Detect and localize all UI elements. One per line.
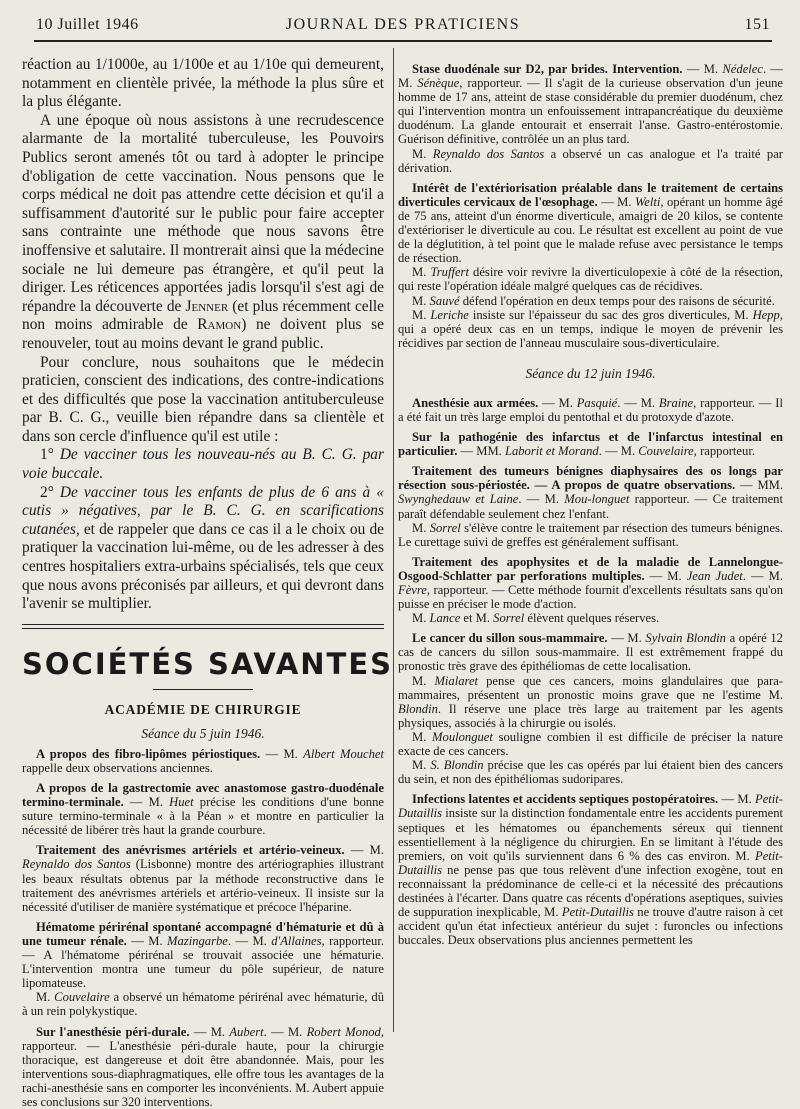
author-name: Petit-Dutaillis <box>398 792 783 820</box>
entry-title: Intérêt de l'extériorisation préalable dans le traitement de certains diverticules cervicaux de l'œsophage. <box>398 181 783 209</box>
entry-text: — M. <box>718 792 755 806</box>
session-entry <box>22 990 384 1018</box>
author-name: Petit-Dutaillis <box>398 849 783 877</box>
author-name: Blondin <box>398 702 438 716</box>
entry-text: , rapporteur. — Il a été fait un très large emploi du pentothal et du protoxyde d'azote. <box>398 396 783 424</box>
paragraph-text: ) ne doivent plus se renouveler, tout au moins devant le grand public. <box>22 316 384 352</box>
entry-text: — MM. <box>457 444 505 458</box>
page-number: 151 <box>745 16 771 34</box>
author-name: Couvelaire <box>638 444 694 458</box>
entry-text: — M. <box>127 934 167 948</box>
section-rule <box>22 624 384 629</box>
session-entry <box>22 747 384 775</box>
entry-text: M. <box>412 730 432 744</box>
paragraph-text: A une époque où nous assistons à une recrudescence alarmante de la mortalité tuberculeuse, les Pouvoirs Publics seront amenés tôt ou tard à adopter le principe d'obligation de cette vaccination. Nous pensons que le corps médical ne doit pas attendre cette décision et qu'il a suffisamment d'autorité sur le public pour faire accepter sans contrainte une méthode que nous savons être inoffensive et salutaire. Il montrerait ainsi que la médecine sociale ne lui demeure pas étrangère, et qu'il peut la diriger. Les réticences apportées jadis lorsqu'il s'est agi de répandre la découverte de <box>22 112 384 315</box>
author-name: Petit-Dutaillis <box>562 905 634 919</box>
right-column <box>398 62 783 947</box>
entry-text: — M. <box>538 396 576 410</box>
author-name: Pasquié <box>577 396 618 410</box>
entry-text: . — M. <box>264 1025 307 1039</box>
entry-text: rappelle deux observations anciennes. <box>22 761 213 775</box>
entry-text: , qui a opéré deux cas en un temps, indique le moyen de prévenir les récidives par section de l'anneau musculaire sous-diverticulaire. <box>398 308 783 350</box>
entry-text: , opérant un homme âgé de 75 ans, atteint d'un énorme diverticule, amaigri de 20 kilos, se contente d'extérioriser le diverticule au cou. Le résultat est excellent au point de vue de la déglutition, à tel point que le malade refuse avec persistance le temps de résection. <box>398 195 783 265</box>
entry-text: . — M. <box>398 62 783 90</box>
entry-text: M. <box>36 990 54 1004</box>
session-date: Séance du 5 juin 1946. <box>22 726 384 742</box>
entry-text: . — M. <box>743 569 783 583</box>
author-name: Swynghedauw et Laine <box>398 492 518 506</box>
entry-text: a opéré 12 cas de cancers du sillon sous-mammaire. Il est extrêmement frappé du pronostic très grave des épithéliomas de cette localisation. <box>398 631 783 673</box>
author-name: Reynaldo dos Santos <box>22 857 131 871</box>
session-entry <box>398 294 783 308</box>
entry-text: M. <box>412 308 430 322</box>
entry-title: Stase duodénale sur D2, par brides. Intervention. <box>412 62 683 76</box>
entry-title: Infections latentes et accidents septiques postopératoires. <box>412 792 718 806</box>
entry-text: pense que ces cancers, moins glandulaires que para-mammaires, présentent un pronostic moins grave que ne l'estime M. <box>398 674 783 702</box>
session-entry <box>398 758 783 786</box>
author-name: Truffert <box>430 265 469 279</box>
entry-text: M. <box>412 611 430 625</box>
paragraph: Pour conclure, nous souhaitons que le médecin praticien, conscient des indications, des contre-indications et des difficultés que pose la vaccination antituberculeuse par B. C. G., veuille bien répandre dans sa clientèle et dans son cercle d'influence qu'il est utile : <box>22 354 384 447</box>
author-name: Sauvé <box>430 294 460 308</box>
author-name: Couvelaire <box>54 990 110 1004</box>
author-name: Mou-longuet <box>564 492 629 506</box>
session-entry <box>398 147 783 175</box>
author-name: Laborit et Morand <box>505 444 599 458</box>
author-name: Welti <box>635 195 660 209</box>
session-entry <box>398 308 783 350</box>
session-entry <box>22 920 384 990</box>
session-entry <box>398 265 783 293</box>
name-ramon: Ramon <box>197 316 241 333</box>
entry-text: s'élève contre le traitement par résection des tumeurs bénignes. Le curettage suivi de greffes est généralement suffisant. <box>398 521 783 549</box>
entry-text: M. <box>412 265 430 279</box>
entry-title: A propos des fibro-lipômes périostiques. <box>36 747 260 761</box>
list-text: De vacciner tous les enfants de plus de 6 ans à « cutis » négatives, par le B. C. G. en scarifications cutanées, <box>22 484 384 538</box>
entry-text: M. <box>412 147 433 161</box>
entry-text: rapporteur. — Ce traitement paraît défendable seulement chez l'enfant. <box>398 492 783 520</box>
session-entry <box>398 555 783 611</box>
entry-text: défend l'opération en deux temps pour des raisons de sécurité. <box>460 294 775 308</box>
entry-text: — M. <box>683 62 723 76</box>
entry-title: Le cancer du sillon sous-mammaire. <box>412 631 608 645</box>
author-name: d'Allaines <box>271 934 321 948</box>
paragraph-text: (et plus récemment celle non moins admirable de <box>22 298 384 334</box>
entry-text: insiste sur l'épaisseur du sac des gros diverticules, M. <box>469 308 753 322</box>
author-name: S. Blondin <box>430 758 483 772</box>
session-entry <box>22 1025 384 1109</box>
list-item <box>22 446 384 483</box>
entry-title: Traitement des anévrismes artériels et artério-veineux. <box>36 843 345 857</box>
entry-text: a observé un cas analogue et l'a traité par dérivation. <box>398 147 783 175</box>
entry-text: M. <box>412 758 430 772</box>
entry-text: — M. <box>645 569 687 583</box>
list-text: et de rappeler que dans ce cas il a le choix ou de pratiquer la vaccination lui-même, ou de les adresser à des centres hospitaliers extra-urbains spécialisés, tels que ceux que nous avons préconisés par ailleurs, et qui devront dans l'avenir se multiplier. <box>22 521 384 612</box>
entry-title: A propos de la gastrectomie avec anastomose gastro-duodénale termino-terminale. <box>22 781 384 809</box>
author-name: Moulonguet <box>432 730 493 744</box>
entry-text: — M. <box>608 631 646 645</box>
entry-title: Anesthésie aux armées. <box>412 396 538 410</box>
session-entry <box>398 430 783 458</box>
entry-text: — M. <box>260 747 303 761</box>
entry-text: souligne combien il est difficile de préciser la nature exacte de ces cancers. <box>398 730 783 758</box>
author-name: Hepp <box>753 308 780 322</box>
entry-text: . Il réserve une place très large au traitement par les agents physiques, associés à la chirurgie ou isolés. <box>398 702 783 730</box>
entry-text: insiste sur la distinction fondamentale entre les accidents purement septiques et les hématomes ou épanchements séreux qui tiennent essentiellement à la négligence du chirurgien. En se limitant à l'étude des premiers, on voit qu'ils surviennent dans 6 % des cas environ. M. <box>398 806 783 862</box>
list-number: 1° <box>40 446 60 463</box>
journal-title: JOURNAL DES PRATICIENS <box>36 16 770 34</box>
session-entry <box>398 62 783 147</box>
entry-text: ne pense pas que tous relèvent d'une infection exogène, tout en reconnaissant la prédominance de celle-ci et la nécessité des précautions destinées à l'écarter. Dans quatre cas récents d'opérations aseptiques, suivies de suppuration inexplicable, M. <box>398 863 783 919</box>
entry-title: Hématome périrénal spontané accompagné d'hématurie et dû à une tumeur rénale. <box>22 920 384 948</box>
list-number: 2° <box>40 484 60 501</box>
entry-text: a observé un hématome périrénal avec hématurie, dû à un rein polykystique. <box>22 990 384 1018</box>
author-name: Albert Mouchet <box>303 747 384 761</box>
author-name: Fèvre <box>398 583 427 597</box>
entry-text: M. <box>412 674 434 688</box>
entry-title: Sur la pathogénie des infarctus et de l'infarctus intestinal en particulier. <box>398 430 783 458</box>
author-name: Sénèque <box>417 76 459 90</box>
list-item <box>22 484 384 614</box>
title-rule <box>153 689 253 690</box>
column-divider <box>393 48 394 1032</box>
entry-text: ne trouve d'autre raison à cet accident qu'un état infectieux antérieur du sujet : furoncles ou infections buccales. Deux observations plus anciennes permettent les <box>398 905 783 947</box>
session-entry <box>398 730 783 758</box>
entry-text: M. <box>412 521 430 535</box>
entry-text: — M. <box>598 195 635 209</box>
session-entry <box>398 396 783 424</box>
session-entry <box>398 464 783 520</box>
author-name: Huet <box>169 795 193 809</box>
entry-text: , rapporteur. <box>694 444 755 458</box>
session-entry <box>398 521 783 549</box>
entry-title: Sur l'anesthésie péri-durale. <box>36 1025 190 1039</box>
session-date: Séance du 12 juin 1946. <box>398 366 783 382</box>
header-rule <box>34 40 772 42</box>
entry-text: — M. <box>190 1025 230 1039</box>
author-name: Mazingarbe <box>167 934 228 948</box>
author-name: Robert Monod <box>307 1025 381 1039</box>
session-entry <box>398 631 783 673</box>
list-text: De vacciner tous les nouveau-nés au B. C. G. par voie buccale. <box>22 446 384 482</box>
session-entry <box>398 674 783 730</box>
entry-title: Traitement des apophysites et de la maladie de Lannelongue-Osgood-Schlatter par perforations multiples. <box>398 555 783 583</box>
entry-text: M. <box>412 294 430 308</box>
author-name: Sylvain Blondin <box>645 631 726 645</box>
paragraph: réaction au 1/1000e, au 1/100e et au 1/10e qui demeurent, notamment en clientèle privée, la méthode la plus sûre et la plus élégante. <box>22 56 384 112</box>
page-header <box>36 14 770 40</box>
entry-text: — MM. <box>735 478 783 492</box>
author-name: Nédelec <box>722 62 763 76</box>
entry-text: — M. <box>345 843 384 857</box>
session-entry <box>398 792 783 947</box>
author-name: Mialaret <box>434 674 478 688</box>
left-column <box>22 56 384 1109</box>
name-jenner: Jenner <box>186 298 229 315</box>
paragraph <box>22 112 384 354</box>
author-name: Sorrel <box>430 521 461 535</box>
entry-text: , rapporteur. — A l'hématome périrénal se trouvait associée une hématurie. L'intervention montra une tumeur du pôle supérieur, de nature lipomateuse. <box>22 934 384 990</box>
entry-text: , rapporteur. — L'anesthésie péri-durale haute, pour la chirurgie thoracique, est dangereuse et doit être abandonnée. Mais, pour les interventions sous-diaphragmatiques, elle offre tous les avantages de la rachi-anesthésie sans en comporter les inconvénients. M. Aubert appuie ses conclusions sur 320 interventions. <box>22 1025 384 1109</box>
author-name: Leriche <box>430 308 468 322</box>
session-entry <box>22 843 384 913</box>
entry-text: . — M. <box>228 934 271 948</box>
author-name: Sorrel <box>493 611 524 625</box>
session-entry <box>398 611 783 625</box>
author-name: Braine <box>659 396 693 410</box>
entry-text: précise les conditions d'une bonne suture termino-terminale « à la Péan » et montre en particulier la nécessité de libérer très haut la grande courbure. <box>22 795 384 837</box>
entry-text: — M. <box>124 795 169 809</box>
author-name: Aubert <box>229 1025 263 1039</box>
entry-text: et M. <box>460 611 493 625</box>
entry-text: (Lisbonne) montre des artériographies illustrant les beaux résultats obtenus par la méthode reconstructive dans le traitement des anévrismes artériels et artério-veineux. Il insiste sur la nécessité d'utiliser de manière systématique et précoce l'héparine. <box>22 857 384 913</box>
entry-text: . — M. <box>617 396 659 410</box>
entry-text: , rapporteur. — Il s'agit de la curieuse observation d'un jeune homme de 17 ans, atteint de stase considérable du premier duodénum, chez qui l'intervention montra un enfouissement intrapancréatique du deuxième duodénum. La glande entourait et enserrait l'anse. Gastro-entérostomie. Guérison définitive, contrôlée un an plus tard. <box>398 76 783 146</box>
section-title: SOCIÉTÉS SAVANTES <box>22 647 384 681</box>
entry-text: . — M. <box>599 444 639 458</box>
entry-text: désire voir revivre la diverticulopexie à côté de la résection, qui reste l'opération idéale malgré quelques cas de récidives. <box>398 265 783 293</box>
issue-date: 10 Juillet 1946 <box>36 16 139 34</box>
entry-text: . — M. <box>518 492 564 506</box>
entry-text: élèvent quelques réserves. <box>524 611 659 625</box>
entry-title: Traitement des tumeurs bénignes diaphysaires des os longs par résection sous-périostée. — A propos de quatre observations. <box>398 464 783 492</box>
entry-text: précise que les cas opérés par lui étaient bien des cancers du sein, et non des épithéliomas sudoripares. <box>398 758 783 786</box>
session-entry <box>22 781 384 837</box>
academy-heading: ACADÉMIE DE CHIRURGIE <box>22 702 384 718</box>
author-name: Reynaldo dos Santos <box>433 147 544 161</box>
entry-text: , rapporteur. — Cette méthode fournit d'excellents résultats sans qu'on puisse en préciser le mode d'action. <box>398 583 783 611</box>
session-entry <box>398 181 783 266</box>
author-name: Lance <box>430 611 461 625</box>
author-name: Jean Judet <box>687 569 743 583</box>
